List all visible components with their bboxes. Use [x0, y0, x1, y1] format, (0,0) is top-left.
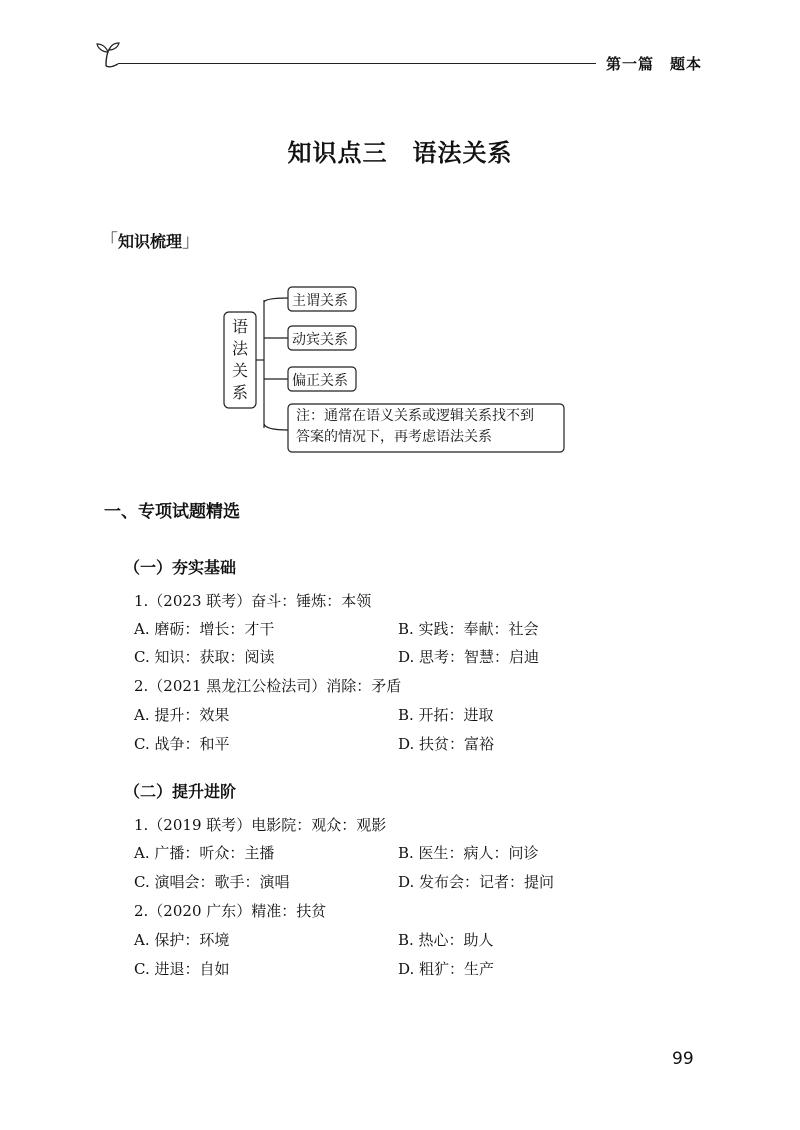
- option-b: B. 热心：助人: [398, 931, 494, 949]
- diagram-note: [288, 404, 564, 450]
- question-stem: 2.（2021 黑龙江公检法司）消除：矛盾: [134, 677, 402, 695]
- question-stem: 1.（2019 联考）电影院：观众：观影: [134, 816, 387, 834]
- diagram-item-modifier-head: 偏正关系: [292, 373, 348, 389]
- option-a: A. 广播：听众：主播: [134, 844, 275, 862]
- option-b: B. 实践：奉献：社会: [398, 620, 539, 638]
- header-title: 第一篇 题本: [606, 55, 703, 73]
- option-c: C. 进退：自如: [134, 960, 230, 978]
- option-c: C. 战争：和平: [134, 735, 230, 753]
- note-line-2: 答案的情况下，再考虑语法关系: [296, 429, 492, 445]
- grammar-diagram: [0, 0, 800, 470]
- knowledge-section-text: 知识梳理: [118, 232, 183, 251]
- bracket-open: 「: [100, 231, 118, 252]
- page-title: 知识点三 语法关系: [287, 139, 513, 167]
- root-char: 系: [231, 383, 248, 402]
- connector-bottom: [264, 424, 288, 430]
- diagram-item-verb-object: 动宾关系: [292, 332, 348, 348]
- option-d: D. 粗犷：生产: [398, 960, 495, 978]
- option-a: A. 保护：环境: [134, 931, 230, 949]
- root-char: 语: [231, 317, 248, 336]
- diagram-item-subject-predicate: 主谓关系: [292, 293, 348, 309]
- section-heading: 一、专项试题精选: [104, 502, 240, 522]
- option-a: A. 提升：效果: [134, 706, 230, 724]
- page-number: 99: [672, 1049, 694, 1069]
- question-stem: 2.（2020 广东）精准：扶贫: [134, 902, 327, 920]
- option-c: C. 知识：获取：阅读: [134, 648, 275, 666]
- part2-heading: （二）提升进阶: [124, 782, 237, 801]
- option-d: D. 扶贫：富裕: [398, 735, 495, 753]
- root-char: 法: [231, 339, 248, 358]
- option-b: B. 开拓：进取: [398, 706, 494, 724]
- option-a: A. 磨砺：增长：才干: [134, 620, 275, 638]
- part1-heading: （一）夯实基础: [124, 558, 237, 577]
- connector-top: [264, 298, 288, 302]
- option-c: C. 演唱会：歌手：演唱: [134, 873, 290, 891]
- bracket-close: 」: [182, 231, 201, 252]
- diagram-root-label: [225, 316, 255, 406]
- note-line-1: 注：通常在语义关系或逻辑关系找不到: [296, 408, 534, 424]
- option-b: B. 医生：病人：问诊: [398, 844, 539, 862]
- question-stem: 1.（2023 联考）奋斗：锤炼：本领: [134, 592, 372, 610]
- root-char: 关: [231, 361, 248, 380]
- option-d: D. 思考：智慧：启迪: [398, 648, 540, 666]
- option-d: D. 发布会：记者：提问: [398, 873, 555, 891]
